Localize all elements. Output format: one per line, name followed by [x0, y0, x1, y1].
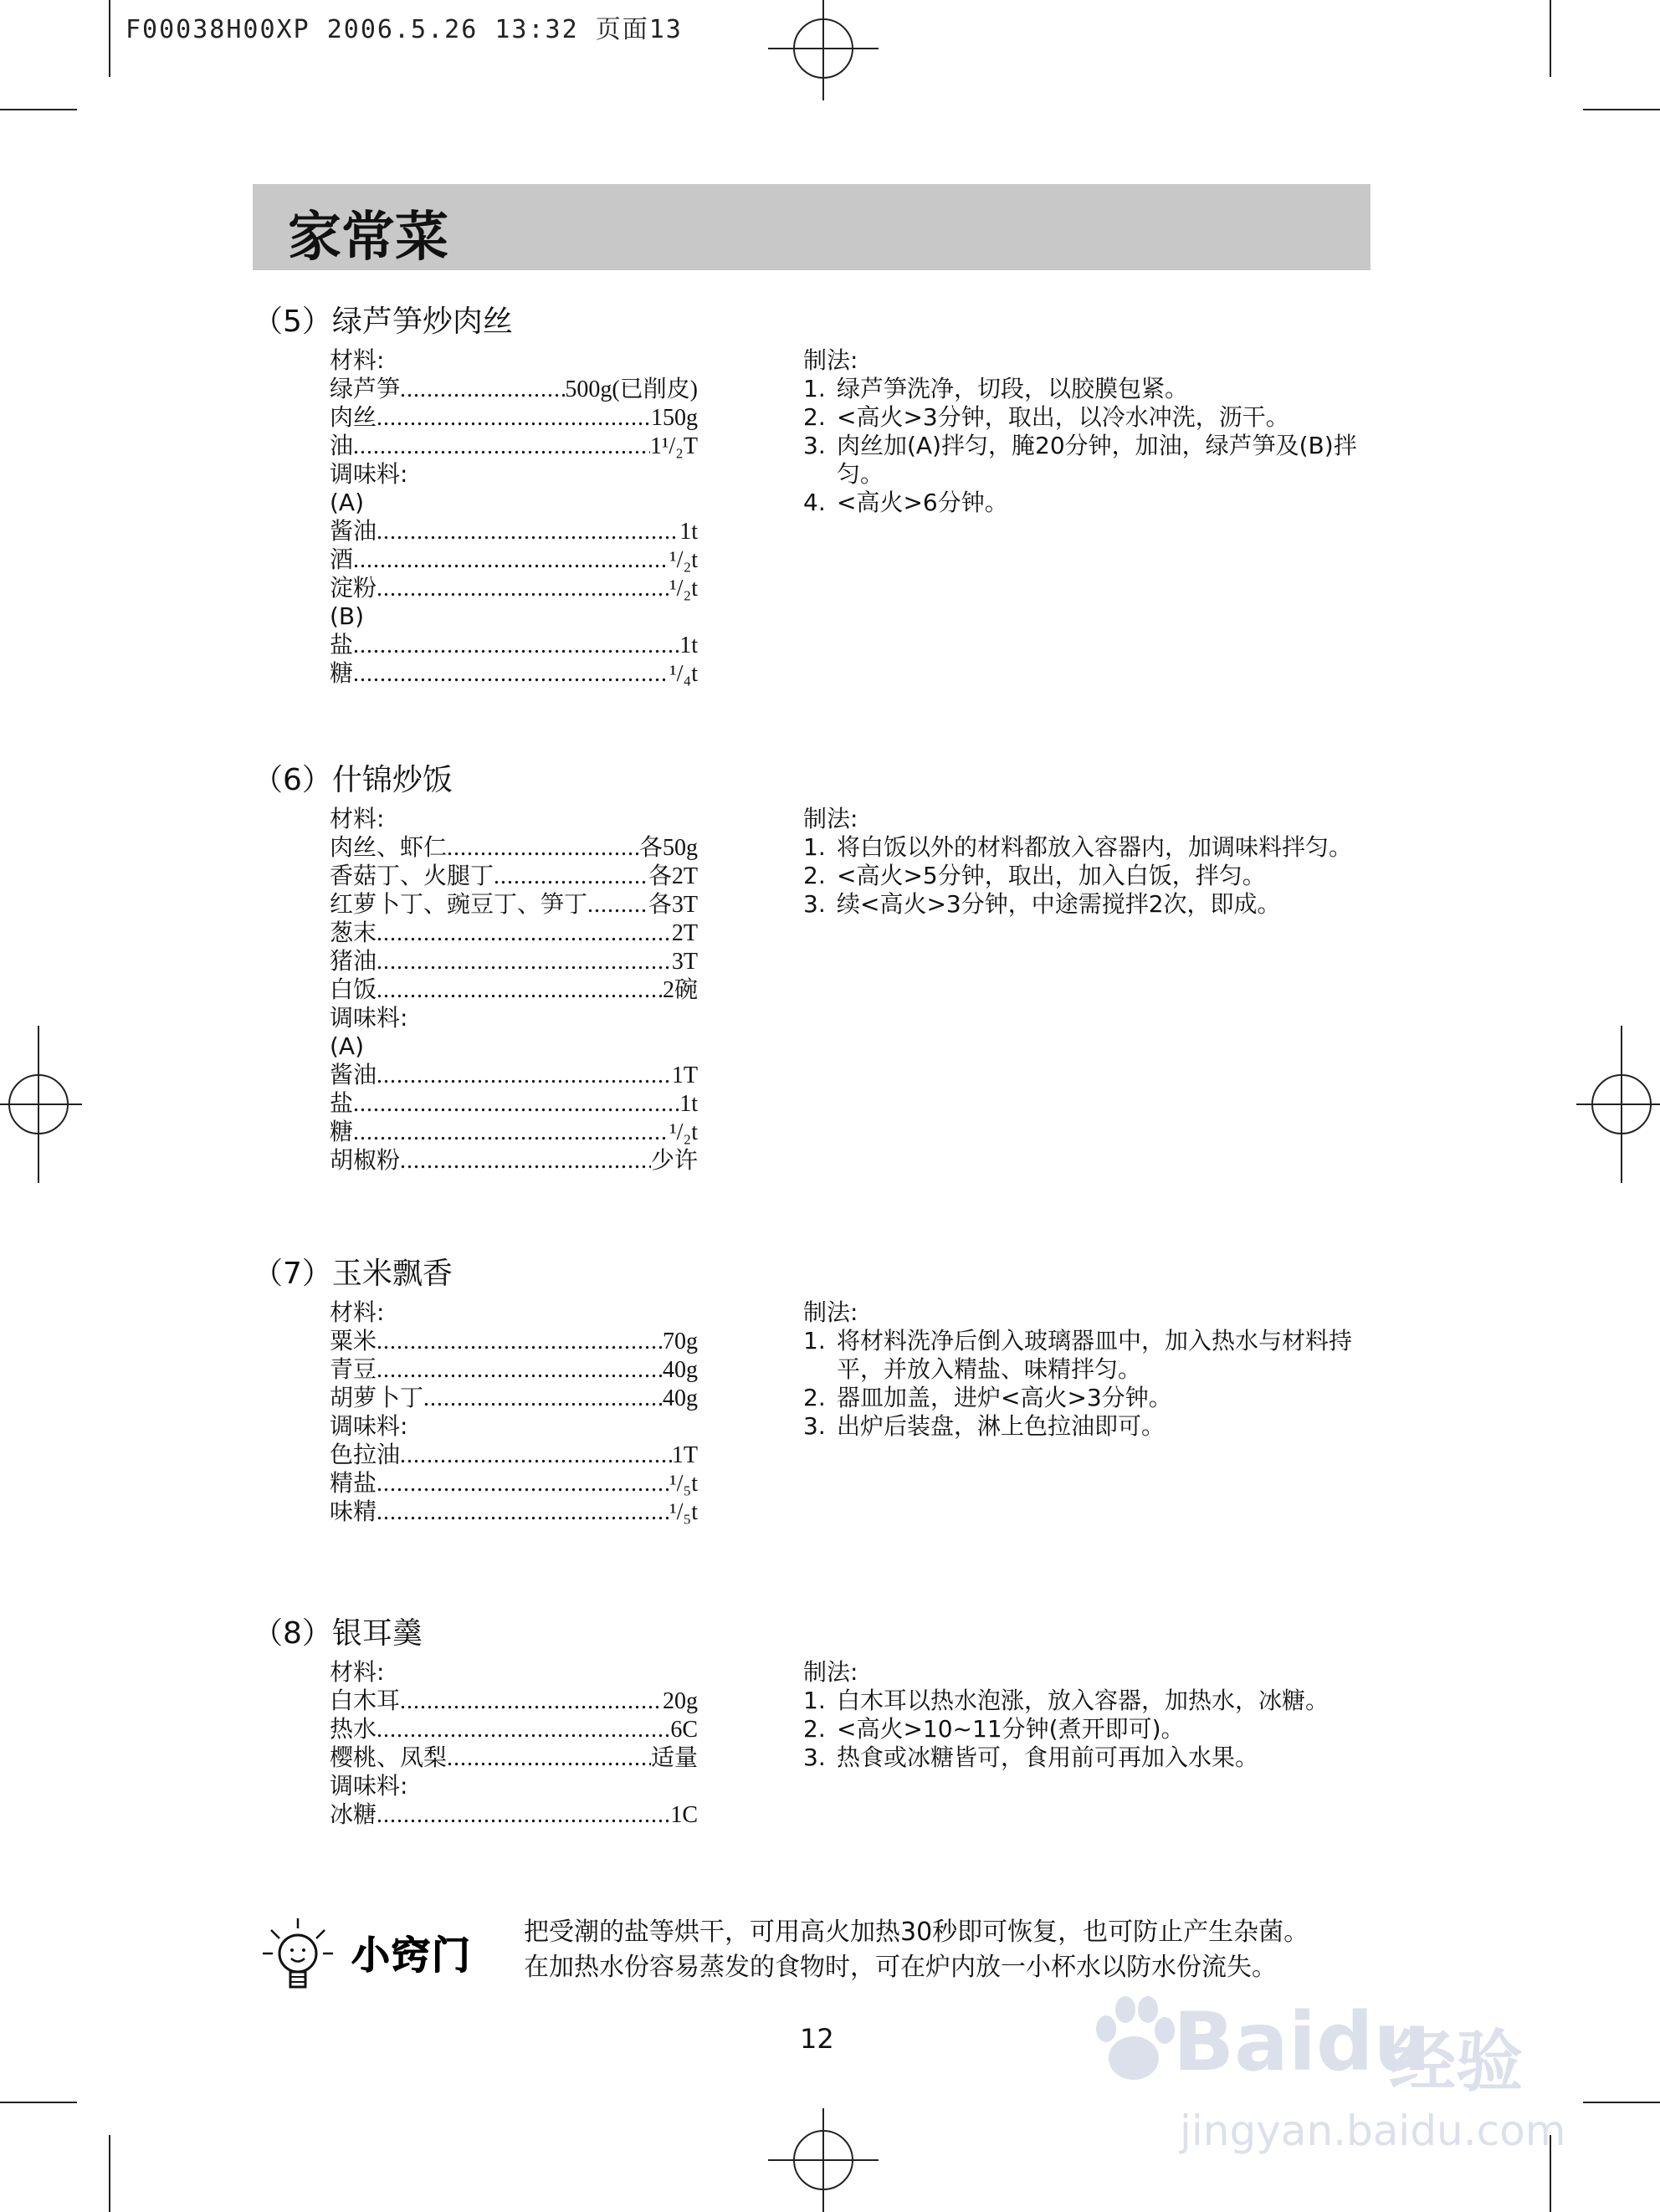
seasoning-line [330, 574, 698, 602]
step-number: 3. [803, 432, 826, 459]
recipe-8 [253, 1610, 1374, 1861]
ingredient-name: 冰糖 [330, 1800, 377, 1828]
ingredient-name: 酱油 [330, 1061, 377, 1088]
step-number: 4. [803, 489, 826, 516]
ingredient-qty: 3T [671, 949, 698, 975]
method-label: 制法: [803, 1298, 858, 1326]
step-number: 2. [803, 862, 826, 889]
ingredient-line [330, 1715, 698, 1743]
method-step [803, 833, 1372, 862]
ingredient-list [330, 1298, 698, 1526]
seasoning-line [330, 1118, 698, 1146]
ingredient-line [330, 375, 698, 403]
step-number: 2. [803, 1384, 826, 1411]
ingredient-qty: 各3T [648, 892, 698, 918]
step-number: 1. [803, 375, 826, 402]
method-step [803, 432, 1372, 489]
ingredient-name: 猪油 [330, 947, 377, 975]
crop-mark-top-left-v [109, 0, 110, 77]
ingredient-qty: 150g [651, 405, 698, 431]
ingredient-name: 粟米 [330, 1327, 377, 1354]
seasoning-line [330, 1061, 698, 1089]
ingredient-name: 盐 [330, 631, 354, 658]
ingredient-qty: 6C [670, 1717, 698, 1743]
ingredient-name: 白饭 [330, 975, 377, 1003]
baidu-watermark [1088, 1958, 1566, 2209]
ingredient-qty: 40g [663, 1385, 698, 1411]
watermark-jingyan: 经验 [1389, 2023, 1523, 2101]
ingredient-name: 青豆 [330, 1355, 377, 1383]
seasoning-line [330, 631, 698, 659]
crop-mark-bottom-left-h [0, 2102, 77, 2103]
ingredient-qty: 40g [663, 1357, 698, 1383]
page-number: 12 [800, 2023, 834, 2055]
ingredient-list [330, 346, 698, 688]
method-step [803, 890, 1372, 919]
ingredient-name: 香菇丁、火腿丁 [330, 862, 494, 889]
ingredient-line [330, 947, 698, 975]
watermark-url: jingyan.baidu.com [1180, 2107, 1566, 2155]
crop-mark-top-left-h [0, 109, 77, 110]
step-number: 3. [803, 1412, 826, 1440]
ingredient-name: 绿芦笋 [330, 375, 401, 402]
ingredient-line [330, 890, 698, 919]
step-text: <高火>10~11分钟(煮开即可)。 [837, 1715, 1185, 1743]
method-step [803, 1384, 1372, 1412]
ingredient-qty: ¹/₂t [669, 1119, 698, 1145]
seasoning-line [330, 1441, 698, 1469]
method-step [803, 1412, 1372, 1441]
method-step [803, 1327, 1372, 1384]
ingredient-qty: 1t [679, 1091, 698, 1117]
step-number: 1. [803, 833, 826, 861]
crop-mark-bottom-right-h [1583, 2102, 1660, 2103]
ingredient-line [330, 1384, 698, 1412]
seasoning-label: 调味料: [330, 460, 408, 488]
method-list [803, 805, 1372, 919]
seasoning-line [330, 1089, 698, 1118]
seasoning-line [330, 1498, 698, 1526]
ingredient-name: 糖 [330, 1118, 354, 1145]
group-a-label: (A) [330, 489, 365, 516]
seasoning-line [330, 517, 698, 545]
tip-label: 小窍门 [351, 1933, 472, 1978]
recipe-6 [253, 756, 1374, 1191]
seasoning-label: 调味料: [330, 1004, 408, 1032]
ingredient-qty: 各50g [638, 835, 698, 861]
ingredient-qty: 500g(已削皮) [565, 376, 698, 402]
seasoning-line [330, 1146, 698, 1175]
step-text: <高火>6分钟。 [837, 489, 1008, 516]
seasoning-label: 调味料: [330, 1412, 408, 1440]
print-header: F00038H00XP 2006.5.26 13:32 页面13 [126, 15, 683, 44]
seasoning-line [330, 659, 698, 688]
step-text: 肉丝加(A)拌匀，腌20分钟，加油，绿芦笋及(B)拌匀。 [837, 432, 1357, 488]
ingredients-label: 材料: [330, 1298, 385, 1326]
ingredient-name: 胡椒粉 [330, 1146, 401, 1174]
ingredient-name: 精盐 [330, 1469, 377, 1497]
ingredient-qty: 1T [671, 1062, 698, 1088]
lightbulb-icon [259, 1912, 336, 2004]
ingredient-qty: ¹/₅t [669, 1499, 698, 1525]
step-number: 2. [803, 1715, 826, 1743]
step-number: 3. [803, 890, 826, 918]
ingredients-label: 材料: [330, 1658, 385, 1686]
recipe-7 [253, 1250, 1374, 1551]
recipe-title: （7）玉米飘香 [253, 1257, 453, 1291]
ingredient-line [330, 1743, 698, 1772]
section-title: 家常菜 [288, 207, 448, 269]
ingredient-qty: 1T [671, 1442, 698, 1468]
ingredient-line [330, 403, 698, 432]
step-number: 1. [803, 1327, 826, 1354]
method-step [803, 375, 1372, 403]
method-step [803, 1715, 1372, 1743]
step-text: 绿芦笋洗净，切段，以胶膜包紧。 [837, 375, 1189, 402]
step-number: 1. [803, 1687, 826, 1714]
method-step [803, 862, 1372, 890]
step-text: <高火>3分钟，取出，以冷水冲洗，沥干。 [837, 403, 1289, 431]
method-label: 制法: [803, 805, 858, 832]
ingredient-name: 淀粉 [330, 574, 377, 602]
ingredient-line [330, 975, 698, 1004]
ingredient-line [330, 1327, 698, 1355]
step-text: 出炉后装盘，淋上色拉油即可。 [837, 1412, 1166, 1440]
ingredient-name: 红萝卜丁、豌豆丁、笋丁 [330, 890, 588, 918]
ingredient-qty: 1¹/₂T [649, 433, 698, 459]
ingredient-line [330, 862, 698, 890]
ingredient-line [330, 1687, 698, 1715]
ingredient-qty: ¹/₄t [669, 661, 698, 687]
seasoning-line [330, 545, 698, 574]
ingredient-list [330, 805, 698, 1175]
paw-icon [1088, 1991, 1180, 2092]
ingredient-qty: 20g [663, 1688, 698, 1714]
ingredient-name: 味精 [330, 1498, 377, 1525]
method-label: 制法: [803, 346, 858, 374]
step-text: 热食或冰糖皆可，食用前可再加入水果。 [837, 1743, 1259, 1771]
recipe-title: （6）什锦炒饭 [253, 763, 453, 797]
tip-line: 把受潮的盐等烘干，可用高火加热30秒即可恢复，也可防止产生杂菌。 [524, 1918, 1309, 1947]
ingredient-qty: 少许 [650, 1148, 698, 1174]
ingredient-line [330, 919, 698, 947]
method-step [803, 489, 1372, 517]
ingredient-name: 色拉油 [330, 1441, 401, 1468]
group-a-label: (A) [330, 1032, 365, 1060]
ingredient-name: 肉丝、虾仁 [330, 833, 448, 861]
group-b-label: (B) [330, 602, 365, 630]
method-step [803, 1687, 1372, 1715]
watermark-brand: Baidu [1173, 1995, 1431, 2089]
step-text: 将白饭以外的材料都放入容器内，加调味料拌匀。 [837, 833, 1353, 861]
ingredient-qty: ¹/₂t [669, 547, 698, 573]
recipe-title: （5）绿芦笋炒肉丝 [253, 305, 513, 339]
ingredient-list [330, 1658, 698, 1829]
ingredient-qty: 2T [671, 920, 698, 946]
ingredient-qty: 1t [679, 519, 698, 545]
ingredient-qty: 1t [679, 632, 698, 658]
ingredient-name: 酱油 [330, 517, 377, 545]
crop-mark-top-right-h [1583, 109, 1660, 110]
ingredient-line [330, 833, 698, 862]
ingredient-qty: 适量 [650, 1745, 698, 1771]
ingredient-qty: 各2T [648, 863, 698, 889]
ingredient-name: 盐 [330, 1089, 354, 1117]
method-list [803, 1658, 1372, 1772]
ingredient-name: 樱桃、凤梨 [330, 1743, 448, 1771]
ingredient-qty: 2碗 [662, 977, 698, 1003]
ingredient-name: 热水 [330, 1715, 377, 1743]
seasoning-line [330, 1800, 698, 1829]
ingredient-name: 葱末 [330, 919, 377, 946]
method-list [803, 1298, 1372, 1441]
step-text: 将材料洗净后倒入玻璃器皿中，加入热水与材料持平，并放入精盐、味精拌匀。 [837, 1327, 1353, 1383]
ingredient-name: 白木耳 [330, 1687, 401, 1714]
ingredient-name: 肉丝 [330, 403, 377, 431]
seasoning-line [330, 1469, 698, 1498]
ingredient-line [330, 1355, 698, 1384]
step-text: 器皿加盖，进炉<高火>3分钟。 [837, 1384, 1172, 1411]
method-step [803, 1743, 1372, 1772]
step-number: 2. [803, 403, 826, 431]
method-step [803, 403, 1372, 432]
ingredient-name: 糖 [330, 659, 354, 687]
method-list [803, 346, 1372, 517]
section-banner [253, 184, 1371, 270]
ingredient-name: 油 [330, 432, 354, 459]
ingredients-label: 材料: [330, 346, 385, 374]
crop-mark-bottom-left-v [109, 2135, 110, 2212]
step-number: 3. [803, 1743, 826, 1771]
seasoning-label: 调味料: [330, 1772, 408, 1800]
ingredient-qty: ¹/₂t [669, 576, 698, 602]
method-label: 制法: [803, 1658, 858, 1686]
ingredient-name: 酒 [330, 545, 354, 573]
ingredients-label: 材料: [330, 805, 385, 832]
ingredient-qty: 1C [670, 1802, 698, 1828]
ingredient-qty: ¹/₅t [669, 1471, 698, 1497]
ingredient-qty: 70g [663, 1329, 698, 1354]
recipe-5 [253, 298, 1374, 699]
step-text: 白木耳以热水泡涨，放入容器，加热水，冰糖。 [837, 1687, 1330, 1714]
crop-mark-top-right-v [1550, 0, 1551, 77]
ingredient-name: 胡萝卜丁 [330, 1384, 424, 1411]
ingredient-line [330, 432, 698, 460]
step-text: <高火>5分钟，取出，加入白饭，拌匀。 [837, 862, 1266, 889]
tip-line: 在加热水份容易蒸发的食物时，可在炉内放一小杯水以防水份流失。 [524, 1953, 1277, 1982]
step-text: 续<高火>3分钟，中途需搅拌2次，即成。 [837, 890, 1281, 918]
recipe-title: （8）银耳羹 [253, 1616, 423, 1651]
